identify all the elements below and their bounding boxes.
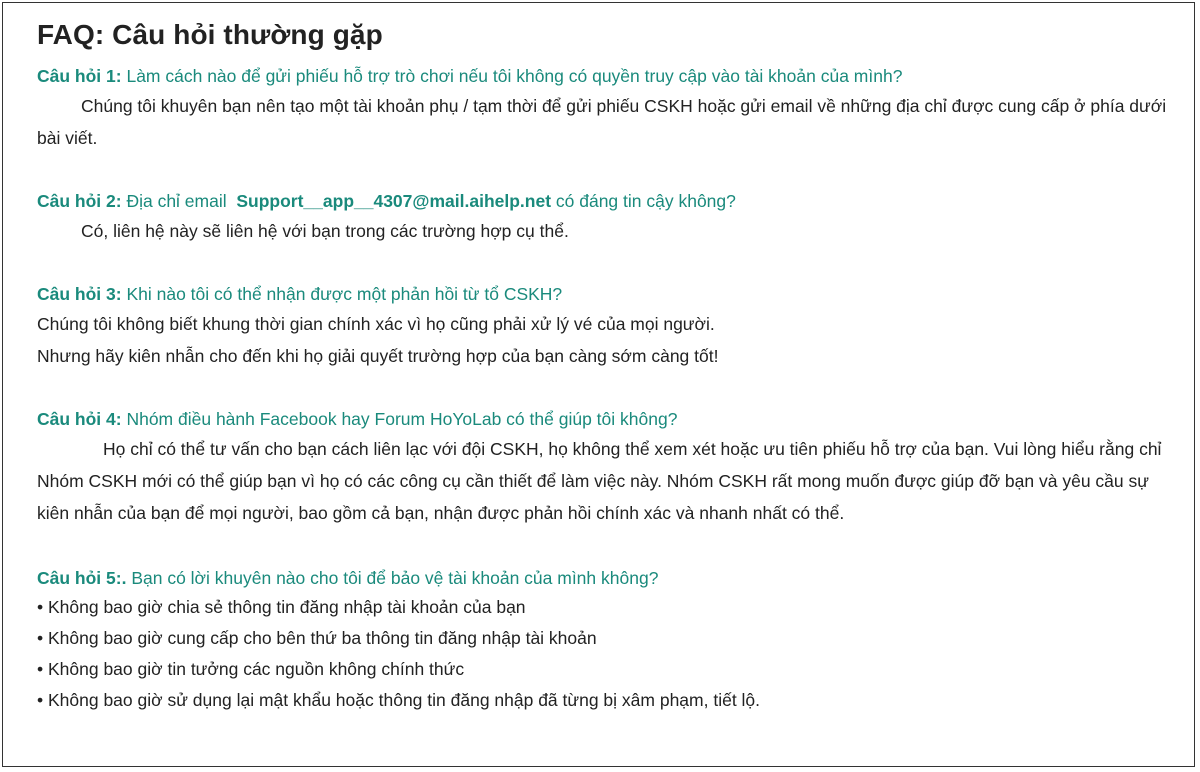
faq-question-4	[37, 406, 1177, 433]
faq-item-2	[37, 188, 1177, 247]
question-text-2-before: Địa chỉ email	[121, 191, 237, 211]
faq-frame	[2, 2, 1195, 767]
faq-answer-3-line-1: Chúng tôi không biết khung thời gian chính xác vì họ cũng phải xử lý vé của mọi người.	[37, 314, 715, 334]
faq-question-1	[37, 63, 1177, 90]
question-label-2: Câu hỏi 2:	[37, 191, 122, 211]
page-title: FAQ: Câu hỏi thường gặp	[37, 19, 383, 50]
faq-answer-2: Có, liên hệ này sẽ liên hệ với bạn trong các trường hợp cụ thể.	[81, 221, 569, 241]
list-item: • Không bao giờ cung cấp cho bên thứ ba thông tin đăng nhập tài khoản	[37, 628, 597, 648]
faq-item-5	[37, 565, 1177, 716]
faq-item-4	[37, 406, 1177, 529]
question-text-3: Khi nào tôi có thể nhận được một phản hồi từ tổ CSKH?	[121, 284, 563, 304]
security-tips-list	[37, 592, 1177, 716]
faq-item-1	[37, 63, 1177, 154]
faq-question-2	[37, 188, 1177, 215]
faq-answer-1: Chúng tôi khuyên bạn nên tạo một tài khoản phụ / tạm thời để gửi phiếu CSKH hoặc gửi email về những địa chỉ được cung cấp ở phía dưới bài viết.	[37, 96, 1167, 148]
question-text-4: Nhóm điều hành Facebook hay Forum HoYoLab có thể giúp tôi không?	[121, 409, 678, 429]
support-email-link[interactable]: Support__app__4307@mail.aihelp.net	[236, 191, 552, 211]
faq-question-5	[37, 565, 1177, 592]
faq-answer-4: Họ chỉ có thể tư vấn cho bạn cách liên lạc với đội CSKH, họ không thể xem xét hoặc ưu tiên phiếu hỗ trợ của bạn. Vui lòng hiểu rằng chỉ Nhóm CSKH mới có thể giúp bạn vì họ có các công cụ cần thiết để làm việc này. Nhóm CSKH rất mong muốn được giúp đỡ bạn và yêu cầu sự kiên nhẫn của bạn để mọi người, bao gồm cả bạn, nhận được phản hồi chính xác và nhanh nhất có thể.	[37, 439, 1162, 523]
question-label-3: Câu hỏi 3:	[37, 284, 122, 304]
question-label-5: Câu hỏi 5:.	[37, 568, 127, 588]
question-label-1: Câu hỏi 1:	[37, 66, 122, 86]
question-text-2-after: có đáng tin cậy không?	[551, 191, 736, 211]
faq-question-3	[37, 281, 1177, 308]
faq-item-3	[37, 281, 1177, 372]
question-text-5: Bạn có lời khuyên nào cho tôi để bảo vệ tài khoản của mình không?	[126, 568, 659, 588]
list-item: • Không bao giờ sử dụng lại mật khẩu hoặc thông tin đăng nhập đã từng bị xâm phạm, tiết lộ.	[37, 690, 761, 710]
question-label-4: Câu hỏi 4:	[37, 409, 122, 429]
list-item: • Không bao giờ tin tưởng các nguồn không chính thức	[37, 659, 465, 679]
list-item: • Không bao giờ chia sẻ thông tin đăng nhập tài khoản của bạn	[37, 597, 526, 617]
question-text-1: Làm cách nào để gửi phiếu hỗ trợ trò chơi nếu tôi không có quyền truy cập vào tài khoản của mình?	[121, 66, 903, 86]
faq-answer-3-line-2: Nhưng hãy kiên nhẫn cho đến khi họ giải quyết trường hợp của bạn càng sớm càng tốt!	[37, 346, 719, 366]
faq-content	[37, 17, 1177, 716]
